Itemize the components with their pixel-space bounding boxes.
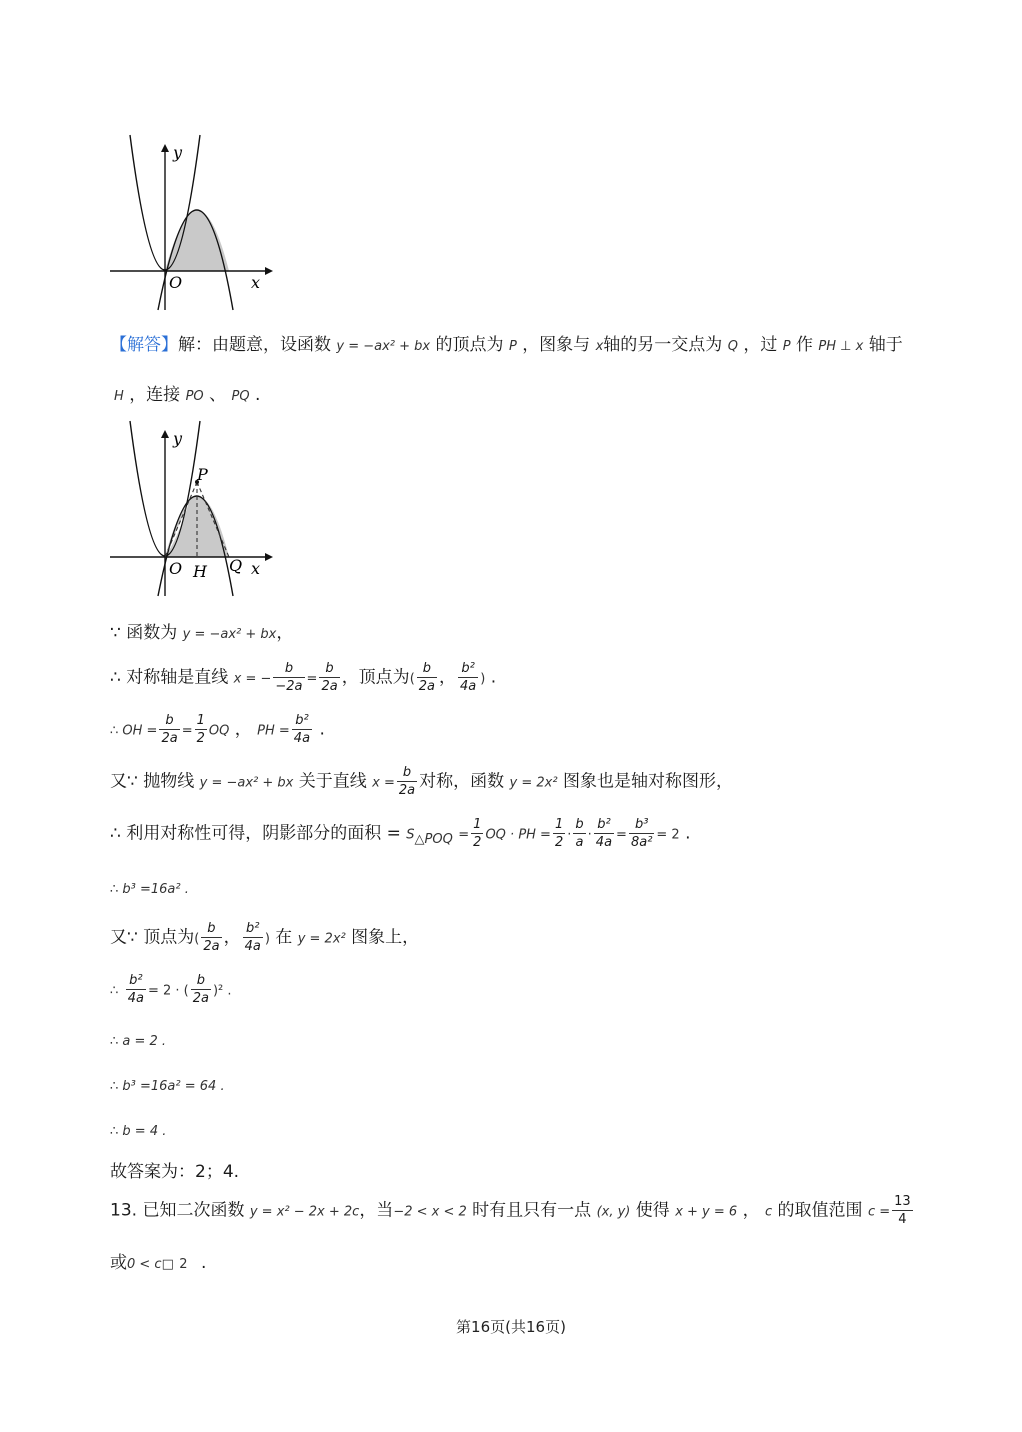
step-2: ∴ 对称轴是直线 x = − $\frac{b}{-2a}$ = $\frac{b}{2a}$ ，顶点为( $\frac{b}{2a}$ ， $\frac{\text{b²}}{4a}$ ) . bbox=[110, 661, 497, 694]
answer-tag: 【解答】 bbox=[110, 335, 178, 355]
step-8: ∴ $\frac{\text{b²}}{4a}$ = 2 · ( $\frac{b}{2a}$ )² . bbox=[110, 973, 232, 1006]
step-6: ∴ b³ =16a² . bbox=[110, 882, 189, 897]
label-x: x bbox=[251, 559, 261, 578]
label-x: x bbox=[251, 273, 261, 292]
question-13-line-1: 13. 已知二次函数 y = x² − 2x + 2c，当−2 < x < 2 时有且只有一点 (x, y) 使得 x + y = 6 ， c 的取值范围 c = $\frac{13}{4}$ bbox=[110, 1194, 911, 1227]
label-o: O bbox=[169, 273, 183, 292]
y-axis-arrow bbox=[161, 144, 169, 152]
x-axis-arrow bbox=[265, 267, 273, 275]
step-7: 又∵ 顶点为( $\frac{b}{2a}$ ， $\frac{\text{b²}}{4a}$ ) 在 y = 2x² 图象上， bbox=[110, 921, 420, 954]
answer-line-1: 【解答】解：由题意，设函数 y = −ax² + bx 的顶点为 P ，图象与 x轴的另一交点为 Q ，过 P 作 PH ⊥ x 轴于 bbox=[110, 335, 903, 355]
label-y: y bbox=[173, 143, 183, 162]
page-footer: 第16页(共16页) bbox=[456, 1318, 566, 1336]
figure-2-parabolas bbox=[105, 416, 275, 601]
x-axis-arrow bbox=[265, 553, 273, 561]
step-9: ∴ a = 2 . bbox=[110, 1034, 167, 1049]
label-q: Q bbox=[229, 556, 243, 575]
step-5: ∴ 利用对称性可得，阴影部分的面积 = $S_{\triangle POQ}$ = $\frac{1}{2}$ OQ · PH = $\frac{1}{2}$ · $\frac{b}{a}$ · $\frac{\text{b²}}{4a}$ = $\frac{\text{b³}}{\text{8a²}}$ = 2 . bbox=[110, 817, 691, 850]
label-h: H bbox=[193, 562, 207, 581]
step-1: ∵ 函数为 y = −ax² + bx， bbox=[110, 623, 294, 643]
label-o: O bbox=[169, 559, 183, 578]
step-3: ∴ OH = $\frac{b}{2a}$ = $\frac{1}{2}$ OQ ， PH = $\frac{\text{b²}}{4a}$ . bbox=[110, 713, 325, 746]
y-axis-arrow bbox=[161, 430, 169, 438]
question-13-line-2: 或0 < c□ 2 . bbox=[110, 1253, 207, 1273]
answer-line-2: H ，连接 PO 、 PQ . bbox=[114, 385, 261, 405]
answer-final: 故答案为：2；4. bbox=[110, 1162, 240, 1182]
step-4: 又∵ 抛物线 y = −ax² + bx 关于直线 x = $\frac{b}{2a}$ 对称，函数 y = 2x² 图象也是轴对称图形， bbox=[110, 765, 733, 798]
step-10: ∴ b³ =16a² = 64 . bbox=[110, 1079, 225, 1094]
label-p: P bbox=[197, 465, 208, 484]
figure-1-parabolas bbox=[105, 130, 275, 315]
label-y: y bbox=[173, 429, 183, 448]
step-11: ∴ b = 4 . bbox=[110, 1124, 167, 1139]
shaded-region bbox=[165, 211, 229, 272]
